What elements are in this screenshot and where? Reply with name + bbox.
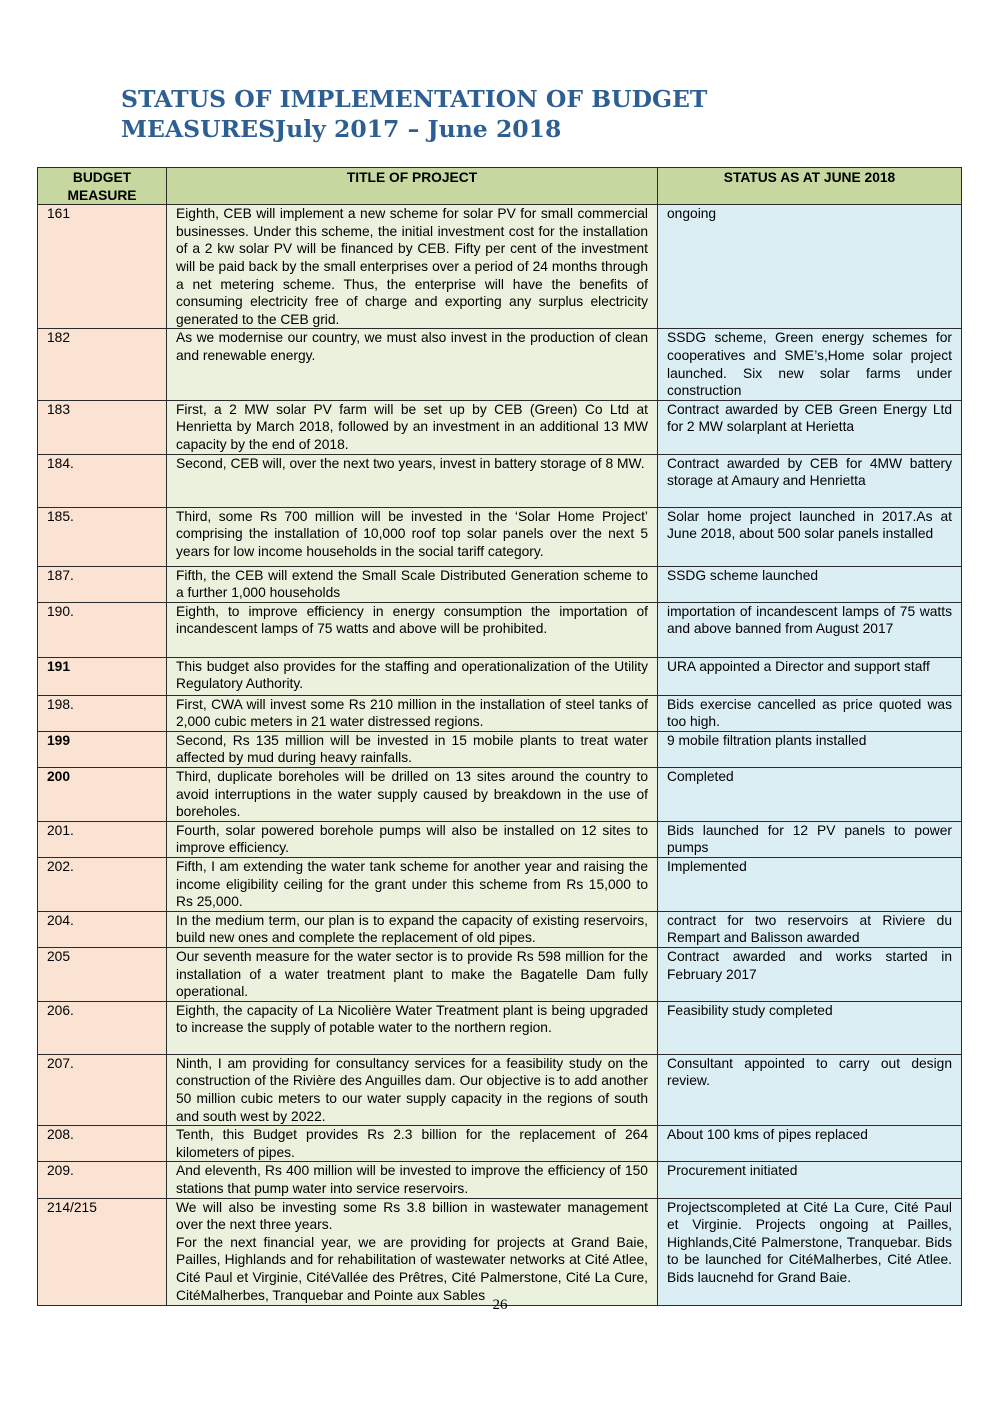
status-cell: Solar home project launched in 2017.As at June 2018, about 500 solar panels installed [658, 507, 962, 566]
table-row [38, 1198, 962, 1305]
project-cell: Second, CEB will, over the next two years, invest in battery storage of 8 MW. [167, 454, 658, 507]
table-row [38, 454, 962, 507]
table-row [38, 1126, 962, 1162]
status-cell: ongoing [658, 205, 962, 329]
status-cell: URA appointed a Director and support staff [658, 657, 962, 695]
table-row [38, 205, 962, 329]
status-cell: Bids exercise cancelled as price quoted was too high. [658, 695, 962, 731]
project-cell: Eighth, the capacity of La Nicolière Water Treatment plant is being upgraded to increase the supply of potable water to the northern region. [167, 1001, 658, 1054]
table-row [38, 566, 962, 602]
table-row [38, 731, 962, 767]
page-number: 26 [492, 1297, 508, 1313]
table-row [38, 1054, 962, 1125]
measure-cell: 198. [38, 695, 167, 731]
project-text: We will also be investing some Rs 3.8 billion in wastewater management over the next three years. [176, 1199, 648, 1233]
table-header-row [38, 168, 962, 205]
project-cell: Ninth, I am providing for consultancy services for a feasibility study on the construction of the Rivière des Anguilles dam. Our objective is to add another 50 million cubic meters to our water supply capacity in the regions of south and south west by 2022. [167, 1054, 658, 1125]
status-cell: Consultant appointed to carry out design review. [658, 1054, 962, 1125]
column-header-budget-measure: BUDGET MEASURE [38, 168, 167, 205]
measure-cell: 208. [38, 1126, 167, 1162]
project-cell: Tenth, this Budget provides Rs 2.3 billion for the replacement of 264 kilometers of pipes. [167, 1126, 658, 1162]
budget-measures-table [37, 167, 962, 1306]
measure-cell: 202. [38, 858, 167, 912]
table-row [38, 821, 962, 857]
page-title: STATUS OF IMPLEMENTATION OF BUDGET MEASURESJuly 2017 – June 2018 [121, 85, 708, 143]
project-text-continued: For the next financial year, we are providing for projects at Grand Baie, Pailles, Highlands and for rehabilitation of wastewater networks at Cité Atlee, Cité Paul et Virginie, CitéVallée des Prêtres, Cité Palmerstone, Cité La Cure, CitéMalherbes, Tranquebar and Pointe aux Sables [176, 1234, 648, 1303]
project-cell: As we modernise our country, we must also invest in the production of clean and renewable energy. [167, 329, 658, 400]
table-row [38, 768, 962, 822]
measure-cell: 183 [38, 400, 167, 454]
project-cell: Fourth, solar powered borehole pumps will also be installed on 12 sites to improve efficiency. [167, 821, 658, 857]
measure-cell: 205 [38, 948, 167, 1002]
project-cell: Third, some Rs 700 million will be invested in the ‘Solar Home Project’ comprising the installation of 10,000 roof top solar panels over the next 5 years for low income households in the social tariff category. [167, 507, 658, 566]
table-row [38, 400, 962, 454]
project-cell: In the medium term, our plan is to expand the capacity of existing reservoirs, build new ones and complete the replacement of old pipes. [167, 911, 658, 947]
table-row [38, 1001, 962, 1054]
measure-cell: 185. [38, 507, 167, 566]
table-row [38, 948, 962, 1002]
measure-cell: 204. [38, 911, 167, 947]
measure-cell: 190. [38, 602, 167, 657]
measure-cell: 209. [38, 1162, 167, 1198]
measure-cell: 161 [38, 205, 167, 329]
project-cell: Third, duplicate boreholes will be drilled on 13 sites around the country to avoid interruptions in the water supply caused by breakdown in the use of boreholes. [167, 768, 658, 822]
measure-cell: 207. [38, 1054, 167, 1125]
project-cell: Fifth, the CEB will extend the Small Scale Distributed Generation scheme to a further 1,000 households [167, 566, 658, 602]
status-cell: Contract awarded and works started in February 2017 [658, 948, 962, 1002]
column-header-status: STATUS AS AT JUNE 2018 [658, 168, 962, 205]
status-cell: contract for two reservoirs at Riviere du Rempart and Balisson awarded [658, 911, 962, 947]
status-cell: Projectscompleted at Cité La Cure, Cité Paul et Virginie. Projects ongoing at Pailles, Highlands,Cité Palmerstone, Tranquebar. Bids to be launched for CitéMalherbes, Cité Atlee. Bids laucnehd for Grand Baie. [658, 1198, 962, 1305]
project-cell [167, 1198, 658, 1305]
status-cell: Completed [658, 768, 962, 822]
project-cell: Fifth, I am extending the water tank scheme for another year and raising the income eligibility ceiling for the grant under this scheme from Rs 15,000 to Rs 25,000. [167, 858, 658, 912]
measure-cell: 187. [38, 566, 167, 602]
project-cell: And eleventh, Rs 400 million will be invested to improve the efficiency of 150 stations that pump water into service reservoirs. [167, 1162, 658, 1198]
status-cell: Implemented [658, 858, 962, 912]
status-cell: About 100 kms of pipes replaced [658, 1126, 962, 1162]
status-cell: SSDG scheme launched [658, 566, 962, 602]
project-cell: First, CWA will invest some Rs 210 million in the installation of steel tanks of 2,000 cubic meters in 21 water distressed regions. [167, 695, 658, 731]
table-row [38, 657, 962, 695]
status-cell: SSDG scheme, Green energy schemes for cooperatives and SME’s,Home solar project launched. Six new solar farms under construction [658, 329, 962, 400]
status-cell: importation of incandescent lamps of 75 watts and above banned from August 2017 [658, 602, 962, 657]
status-cell: Contract awarded by CEB Green Energy Ltd for 2 MW solarplant at Herietta [658, 400, 962, 454]
table-row [38, 858, 962, 912]
measure-cell: 206. [38, 1001, 167, 1054]
status-cell: Feasibility study completed [658, 1001, 962, 1054]
status-cell: Contract awarded by CEB for 4MW battery storage at Amaury and Henrietta [658, 454, 962, 507]
project-cell: Eighth, to improve efficiency in energy consumption the importation of incandescent lamps of 75 watts and above will be prohibited. [167, 602, 658, 657]
project-cell: Second, Rs 135 million will be invested in 15 mobile plants to treat water affected by mud during heavy rainfalls. [167, 731, 658, 767]
status-cell: 9 mobile filtration plants installed [658, 731, 962, 767]
table-row [38, 695, 962, 731]
project-cell: Our seventh measure for the water sector is to provide Rs 598 million for the installation of a water treatment plant to make the Bagatelle Dam fully operational. [167, 948, 658, 1002]
table-row [38, 602, 962, 657]
measure-cell: 199 [38, 731, 167, 767]
table-row [38, 1162, 962, 1198]
table-row [38, 507, 962, 566]
measure-cell: 191 [38, 657, 167, 695]
column-header-title-of-project: TITLE OF PROJECT [167, 168, 658, 205]
measure-cell: 184. [38, 454, 167, 507]
table-row [38, 911, 962, 947]
project-cell: This budget also provides for the staffing and operationalization of the Utility Regulatory Authority. [167, 657, 658, 695]
status-cell: Procurement initiated [658, 1162, 962, 1198]
status-cell: Bids launched for 12 PV panels to power pumps [658, 821, 962, 857]
project-cell: First, a 2 MW solar PV farm will be set up by CEB (Green) Co Ltd at Henrietta by March 2018, followed by an investment in an additional 13 MW capacity by the end of 2018. [167, 400, 658, 454]
measure-cell: 200 [38, 768, 167, 822]
project-cell: Eighth, CEB will implement a new scheme for solar PV for small commercial businesses. Under this scheme, the initial investment cost for the installation of a 2 kw solar PV will be financed by CEB. Fifty per cent of the investment will be paid back by the small enterprises over a period of 24 months through a net metering scheme. Thus, the enterprise will have the benefits of consuming electricity free of charge and exporting any surplus electricity generated to the CEB grid. [167, 205, 658, 329]
measure-cell: 182 [38, 329, 167, 400]
measure-cell: 201. [38, 821, 167, 857]
table-row [38, 329, 962, 400]
measure-cell: 214/215 [38, 1198, 167, 1305]
